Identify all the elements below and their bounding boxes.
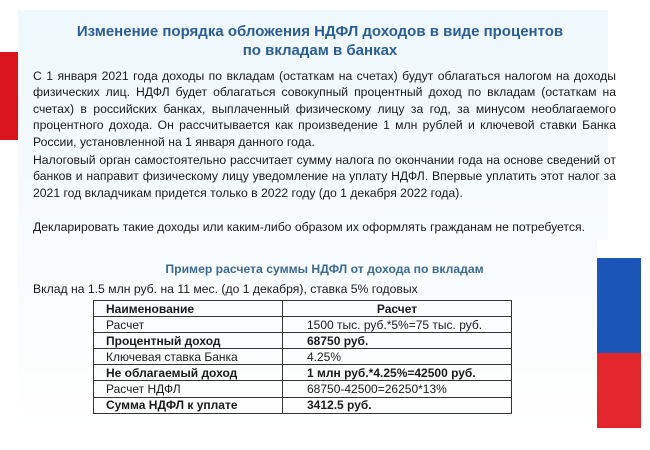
slide-title	[40, 22, 600, 60]
row-name: Ключевая ставка Банка	[94, 349, 283, 365]
example-subtitle: Пример расчета суммы НДФЛ от дохода по вкладам	[165, 262, 484, 276]
table-header-row	[94, 301, 512, 317]
row-name: Расчет	[94, 317, 283, 333]
white-accent-bar-right	[597, 240, 641, 258]
row-value: 1500 тыс. руб.*5%=75 тыс. руб.	[283, 317, 512, 333]
paragraph-no-declaration: Декларировать такие доходы или каким-либо образом их оформлять гражданам не потребуется.	[33, 220, 585, 234]
header-calculation: Расчет	[283, 301, 512, 317]
table-row	[94, 397, 512, 413]
row-value: 68750-42500=26250*13%	[283, 381, 512, 397]
row-name: Сумма НДФЛ к уплате	[94, 397, 283, 413]
calculation-table	[93, 300, 512, 414]
row-value: 4.25%	[283, 349, 512, 365]
table-row	[94, 333, 512, 349]
red-accent-bar-right	[597, 353, 641, 428]
example-description: Вклад на 1.5 млн руб. на 11 мес. (до 1 декабря), ставка 5% годовых	[33, 282, 418, 296]
red-accent-bar-left	[0, 52, 18, 140]
paragraph-income-taxation: С 1 января 2021 года доходы по вкладам (остаткам на счетах) будут облагаться налогом на доходы физических лиц. НДФЛ будет облагаться совокупный процентный доход по вкладам (остаткам на счетах) в российских банках, выплаченный физическому лицу за год, за минусом необлагаемого процентного дохода. Он рассчитывается как произведение 1 млн рублей и ключевой ставки Банка России, установленной на 1 января данного года.	[33, 69, 616, 149]
table-row	[94, 381, 512, 397]
table-row	[94, 349, 512, 365]
table-row	[94, 317, 512, 333]
row-value: 3412.5 руб.	[283, 397, 512, 413]
row-name: Расчет НДФЛ	[94, 381, 283, 397]
row-name: Процентный доход	[94, 333, 283, 349]
row-value: 68750 руб.	[283, 333, 512, 349]
row-name: Не облагаемый доход	[94, 365, 283, 381]
slide-title-line-1: Изменение порядка обложения НДФЛ доходов в виде процентов	[76, 23, 564, 40]
header-name: Наименование	[94, 301, 283, 317]
row-value: 1 млн руб.*4.25%=42500 руб.	[283, 365, 512, 381]
table-row	[94, 365, 512, 381]
paragraph-tax-notice: Налоговый орган самостоятельно рассчитает сумму налога по окончании года на основе сведений от банков и направит физическому лицу уведомление на уплату НДФЛ. Впервые уплатить этот налог за 2021 год вкладчикам придется только в 2022 году (до 1 декабря 2022 года).	[33, 153, 616, 200]
slide-title-line-2: по вкладам в банках	[242, 42, 398, 59]
